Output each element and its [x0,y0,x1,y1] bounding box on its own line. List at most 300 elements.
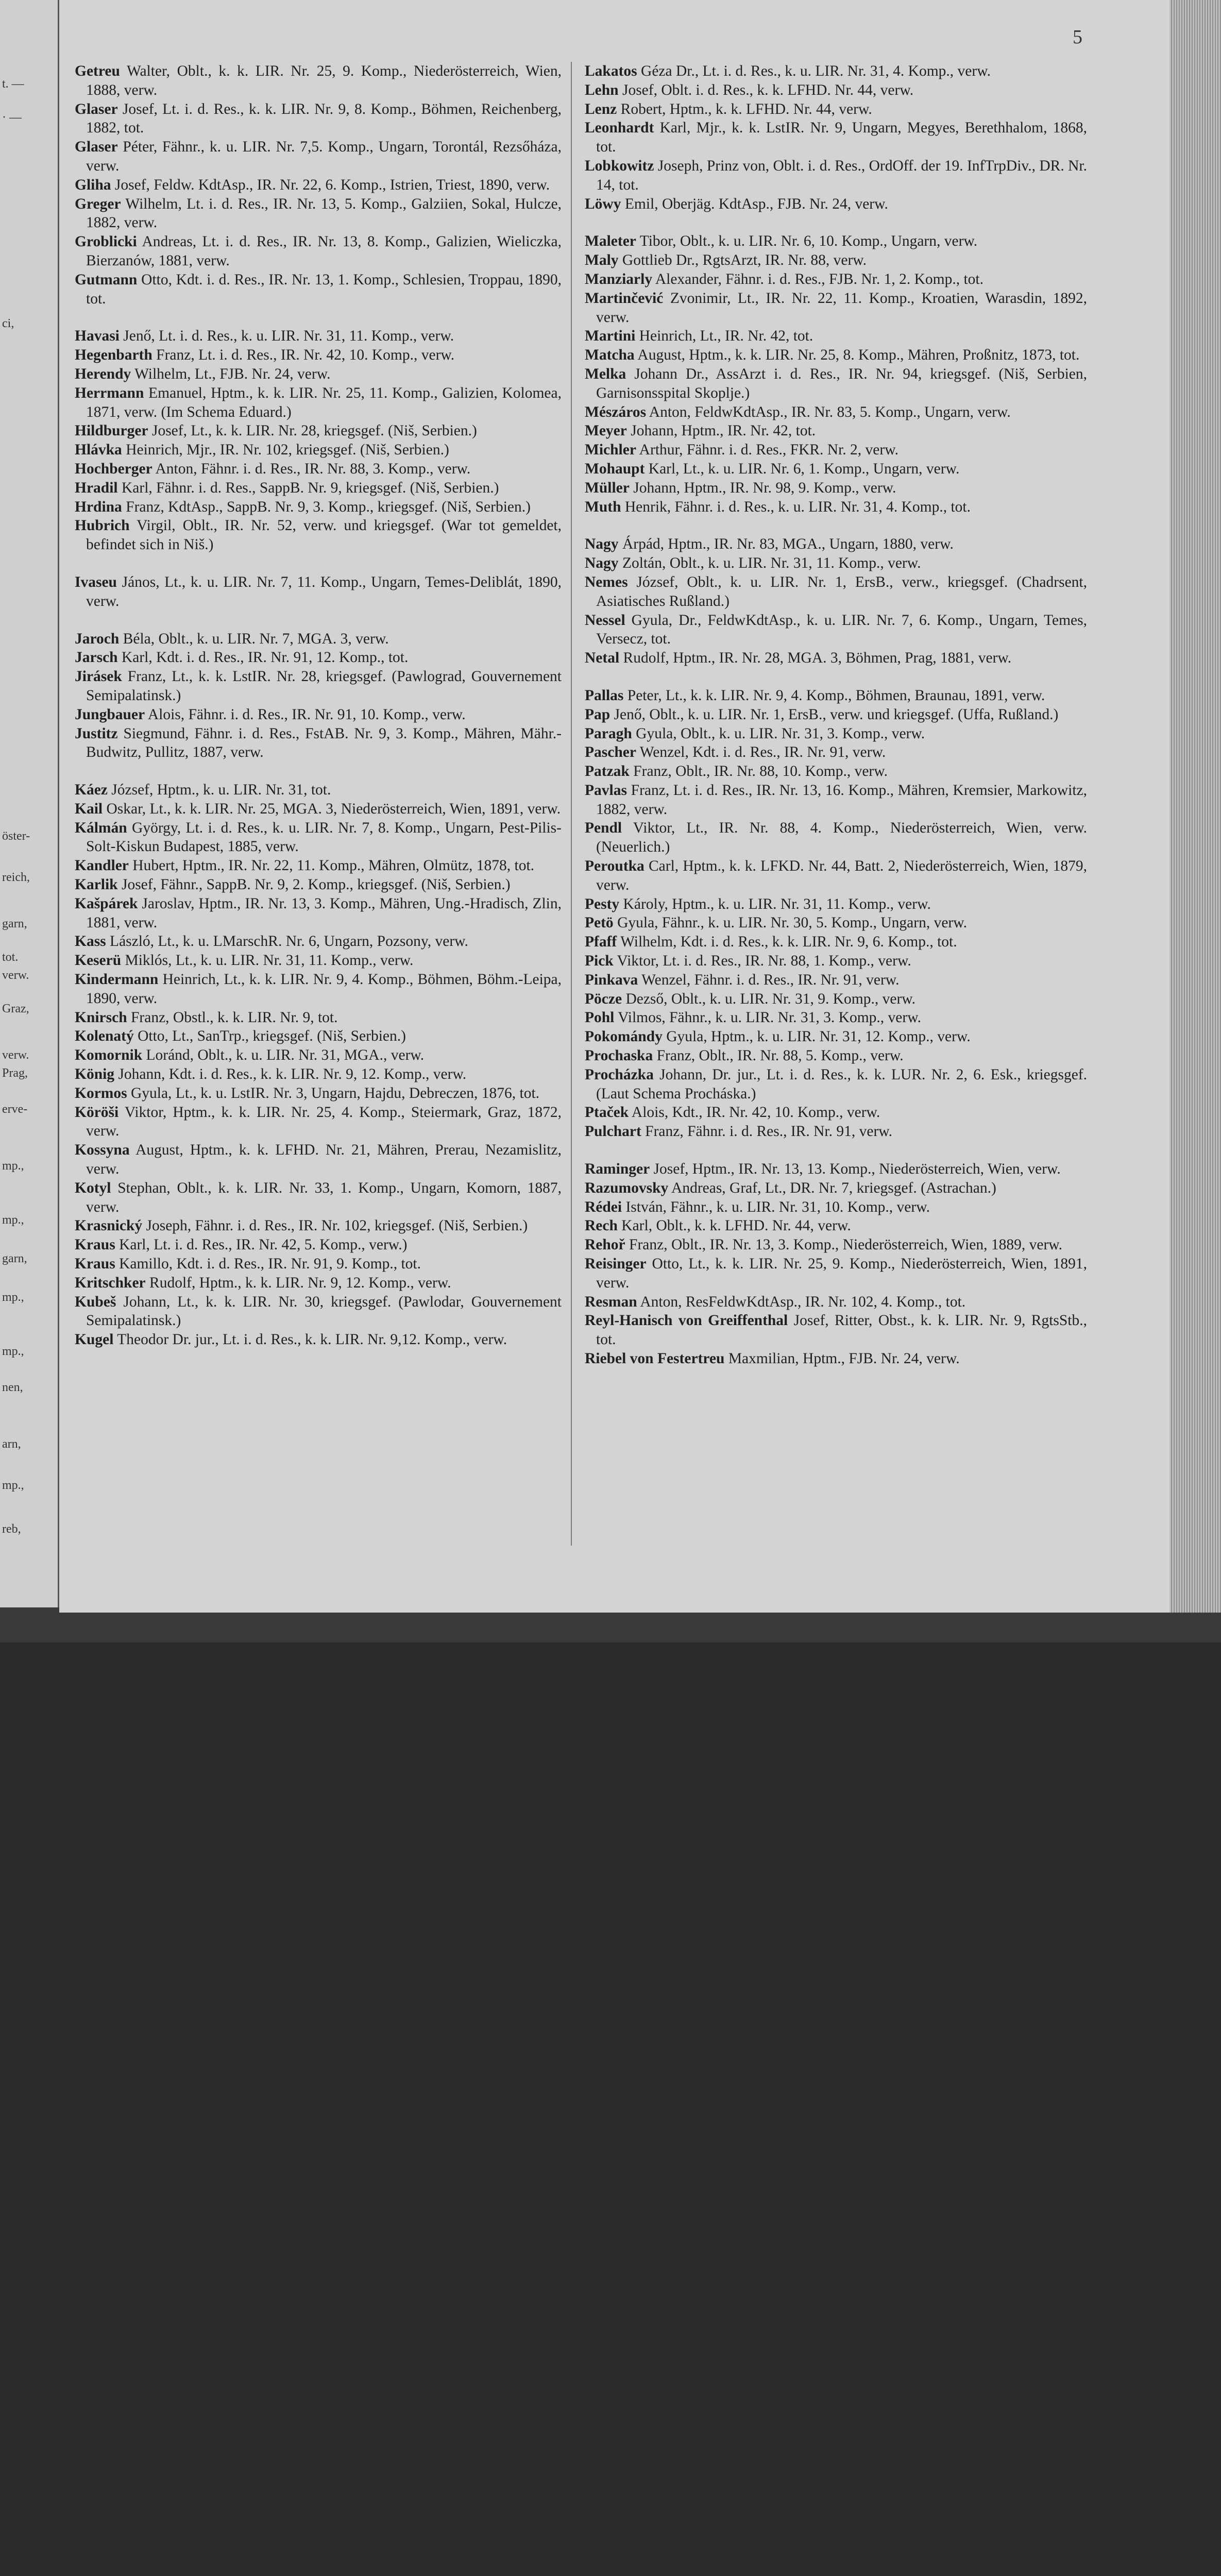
list-item [75,138,562,176]
entry-name: Kindermann [75,971,159,988]
list-item [585,498,1087,517]
previous-page-fragment: verw. [2,969,29,982]
list-item [585,195,1087,214]
page-number: 5 [1073,26,1082,48]
list-item [75,346,562,365]
entry-name: Hochberger [75,460,152,477]
entry-details: Carl, Hptm., k. k. LFKD. Nr. 44, Batt. 2, Niederösterreich, Wien, 1879, verw. [596,858,1087,893]
entry-name: König [75,1066,115,1083]
entry-name: Kritschker [75,1274,146,1291]
entry-name: Pap [585,706,610,723]
previous-page-fragment: garn, [2,917,27,930]
entry-details: Miklós, Lt., k. u. LIR. Nr. 31, 11. Komp., verw. [121,952,414,969]
entry-name: Kašpárek [75,895,138,912]
entry-details: Andreas, Lt. i. d. Res., IR. Nr. 13, 8. Komp., Galizien, Wieliczka, Bierzanów, 1881, verw. [86,233,562,269]
list-item [75,1103,562,1141]
entry-details: Viktor, Lt. i. d. Res., IR. Nr. 88, 1. Komp., verw. [613,953,911,970]
entry-name: Procházka [585,1066,654,1083]
list-item [585,1160,1087,1179]
left-column [75,62,562,1349]
list-item [585,62,1087,81]
previous-page-fragment: erve- [2,1103,28,1116]
entry-details: Gyula, Fähnr., k. u. LIR. Nr. 30, 5. Komp., Ungarn, verw. [613,914,968,931]
entry-name: Manziarly [585,270,653,287]
entry-name: Michler [585,442,636,459]
list-item [75,270,562,309]
entry-name: Rehoř [585,1236,625,1253]
list-item [75,819,562,857]
previous-page-fragment: ci, [2,317,14,330]
list-item [75,440,562,460]
list-item [585,554,1087,573]
entry-name: Pavlas [585,782,627,799]
entry-details: Otto, Kdt. i. d. Res., IR. Nr. 13, 1. Komp., Schlesien, Troppau, 1890, tot. [86,271,562,307]
entry-name: Muth [585,498,621,515]
entry-details: Virgil, Oblt., IR. Nr. 52, verw. und kriegsgef. (War tot gemeldet, befindet sich in Niš.) [86,517,562,553]
entry-name: Herrmann [75,384,144,401]
list-item [75,421,562,440]
entry-name: Hubrich [75,517,130,534]
list-item [585,743,1087,762]
entry-name: Kandler [75,857,129,874]
entry-details: Hubert, Hptm., IR. Nr. 22, 11. Komp., Mähren, Olmütz, 1878, tot. [128,857,535,874]
list-item [585,289,1087,327]
entry-details: László, Lt., k. u. LMarschR. Nr. 6, Ungarn, Pozsony, verw. [106,933,468,950]
entry-details: Franz, Oblt., IR. Nr. 13, 3. Komp., Niederösterreich, Wien, 1889, verw. [625,1236,1063,1253]
section-gap [585,213,1087,232]
entry-name: Meyer [585,422,627,439]
entry-details: Otto, Lt., SanTrp., kriegsgef. (Niš, Serbien.) [133,1028,406,1045]
entry-details: Siegmund, Fähnr. i. d. Res., FstAB. Nr. 9, 3. Komp., Mähren, Mähr.-Budwitz, Pullitz, 1887, verw. [86,725,562,761]
entry-name: Jungbauer [75,706,145,723]
entry-details: Viktor, Lt., IR. Nr. 88, 4. Komp., Niederösterreich, Wien, verw. (Neuerlich.) [596,820,1087,856]
entry-name: Reisinger [585,1256,647,1273]
entry-name: Lehn [585,81,619,98]
entry-details: Tibor, Oblt., k. u. LIR. Nr. 6, 10. Komp., Ungarn, verw. [636,233,978,250]
entry-details: Alois, Kdt., IR. Nr. 42, 10. Komp., verw. [629,1104,880,1121]
list-item [75,100,562,138]
previous-page-fragment: mp., [2,1479,24,1492]
viewer-footer [0,1642,1221,1744]
entry-name: Keserü [75,952,122,969]
entry-name: Pokomándy [585,1028,663,1045]
entry-name: Nessel [585,612,625,629]
list-item [75,724,562,762]
entry-details: Anton, FeldwKdtAsp., IR. Nr. 83, 5. Komp., Ungarn, verw. [646,403,1011,420]
entry-name: Karlik [75,876,118,893]
entry-details: Wilhelm, Lt., FJB. Nr. 24, verw. [131,365,331,382]
previous-page-fragment: nen, [2,1381,23,1394]
list-item [75,1027,562,1046]
entry-details: Árpád, Hptm., IR. Nr. 83, MGA., Ungarn, 1880, verw. [618,536,954,553]
section-gap [75,554,562,573]
entry-name: Hegenbarth [75,347,152,364]
entry-details: Jaroslav, Hptm., IR. Nr. 13, 3. Komp., Mähren, Ung.-Hradisch, Zlin, 1881, verw. [86,895,562,931]
entry-details: József, Oblt., k. u. LIR. Nr. 1, ErsB., verw., kriegsgef. (Chadrsent, Asiatisches Rußland.) [596,573,1087,609]
list-item [585,1198,1087,1217]
entry-name: Lakatos [585,63,637,79]
entry-name: Pöcze [585,990,622,1007]
list-item [75,1293,562,1331]
list-item [585,971,1087,990]
entry-details: József, Hptm., k. u. LIR. Nr. 31, tot. [107,782,331,799]
list-item [585,1122,1087,1141]
entry-name: Jirásek [75,668,122,685]
list-item [585,157,1087,195]
list-item [585,251,1087,270]
entry-name: Getreu [75,63,120,79]
entry-details: Robert, Hptm., k. k. LFHD. Nr. 44, verw. [617,100,872,117]
list-item [585,346,1087,365]
entry-name: Pallas [585,687,624,704]
entry-details: Josef, Oblt. i. d. Res., k. k. LFHD. Nr. 44, verw. [618,81,914,98]
list-item [585,270,1087,289]
entry-name: Gutmann [75,271,138,288]
entry-details: Josef, Ritter, Obst., k. k. LIR. Nr. 9, RgtsStb., tot. [596,1312,1087,1348]
entry-name: Kálmán [75,819,127,836]
entry-details: Jenő, Lt. i. d. Res., k. u. LIR. Nr. 31, 11. Komp., verw. [119,328,454,345]
entry-details: Johann, Hptm., IR. Nr. 42, tot. [626,422,816,439]
entry-details: Otto, Lt., k. k. LIR. Nr. 25, 9. Komp., Niederösterreich, Wien, 1891, verw. [596,1256,1087,1291]
list-item [585,573,1087,611]
entry-name: Kormos [75,1084,127,1101]
entry-details: Franz, Lt., k. k. LstIR. Nr. 28, kriegsgef. (Pawlograd, Gouvernement Semipalatinsk.) [86,668,562,704]
list-item [585,781,1087,819]
entry-name: Glaser [75,139,118,156]
entry-name: Maleter [585,233,636,250]
previous-page-fragment: Graz, [2,1002,29,1015]
entry-name: Martinčević [585,290,664,307]
entry-details: Joseph, Prinz von, Oblt. i. d. Res., OrdOff. der 19. InfTrpDiv., DR. Nr. 14, tot. [596,157,1087,193]
entry-details: Josef, Feldw. KdtAsp., IR. Nr. 22, 6. Komp., Istrien, Triest, 1890, verw. [111,176,550,193]
entry-details: Karl, Lt. i. d. Res., IR. Nr. 42, 5. Komp., verw.) [115,1236,408,1253]
list-item [75,970,562,1008]
entry-details: Gottlieb Dr., RgtsArzt, IR. Nr. 88, verw. [618,252,867,269]
entry-details: August, Hptm., k. k. LIR. Nr. 25, 8. Komp., Mähren, Proßnitz, 1873, tot. [634,347,1080,364]
entry-details: Johann, Hptm., IR. Nr. 98, 9. Komp., verw. [629,479,896,496]
list-item [585,1235,1087,1255]
list-item [585,913,1087,933]
entry-details: Rudolf, Hptm., IR. Nr. 28, MGA. 3, Böhmen, Prag, 1881, verw. [619,650,1012,667]
entry-details: István, Fähnr., k. u. LIR. Nr. 31, 10. Komp., verw. [622,1198,930,1215]
entry-name: Kraus [75,1236,115,1253]
entry-name: Gliha [75,176,111,193]
list-item [585,1046,1087,1065]
list-item [75,498,562,517]
entry-details: Karl, Oblt., k. k. LFHD. Nr. 44, verw. [617,1217,851,1234]
entry-details: Károly, Hptm., k. u. LIR. Nr. 31, 11. Komp., verw. [619,895,931,912]
entry-details: Heinrich, Mjr., IR. Nr. 102, kriegsgef. (Niš, Serbien.) [122,442,449,459]
entry-details: Loránd, Oblt., k. u. LIR. Nr. 31, MGA., verw. [142,1047,425,1064]
entry-details: Wenzel, Fähnr. i. d. Res., IR. Nr. 91, verw. [638,971,900,988]
entry-name: Kubeš [75,1293,116,1310]
list-item [585,1065,1087,1104]
previous-page-fragment: reich, [2,871,30,884]
list-item [585,460,1087,479]
entry-details: Arthur, Fähnr. i. d. Res., FKR. Nr. 2, verw. [636,442,898,459]
entry-name: Pesty [585,895,620,912]
previous-page-fragment: mp., [2,1291,24,1304]
entry-details: Peter, Lt., k. k. LIR. Nr. 9, 4. Komp., Böhmen, Braunau, 1891, verw. [623,687,1045,704]
list-item [585,933,1087,952]
list-item [75,176,562,195]
list-item [585,440,1087,460]
entry-name: Melka [585,365,626,382]
entry-details: Géza Dr., Lt. i. d. Res., k. u. LIR. Nr. 31, 4. Komp., verw. [637,63,991,79]
list-item [585,1255,1087,1293]
entry-details: Alois, Fähnr. i. d. Res., IR. Nr. 91, 10. Komp., verw. [145,706,466,723]
entry-details: Henrik, Fähnr. i. d. Res., k. u. LIR. Nr. 31, 4. Komp., tot. [621,498,971,515]
list-item [75,1330,562,1349]
previous-page-edge [0,0,59,1607]
entry-name: Prochaska [585,1047,653,1064]
list-item [585,535,1087,554]
entry-name: Löwy [585,195,621,212]
list-item [75,932,562,951]
entry-name: Petö [585,914,614,931]
section-gap [585,668,1087,686]
entry-details: Josef, Lt., k. k. LIR. Nr. 28, kriegsgef. (Niš, Serbien.) [148,422,477,439]
entry-name: Paragh [585,725,632,742]
entry-details: Karl, Lt., k. u. LIR. Nr. 6, 1. Komp., Ungarn, verw. [645,460,960,477]
entry-name: Hradil [75,479,118,496]
previous-page-fragment: öster- [2,829,30,843]
previous-page-fragment: reb, [2,1522,21,1536]
list-item [585,100,1087,119]
entry-name: Herendy [75,365,131,382]
entry-name: Razumovsky [585,1179,669,1196]
entry-name: Ptaček [585,1104,629,1121]
previous-page-fragment: tot. [2,951,19,964]
entry-details: Péter, Fähnr., k. u. LIR. Nr. 7,5. Komp., Ungarn, Torontál, Rezsőháza, verw. [86,139,562,174]
entry-name: Riebel von Festertreu [585,1350,725,1367]
entry-details: Gyula, Dr., FeldwKdtAsp., k. u. LIR. Nr. 7, 6. Komp., Ungarn, Temes, Versecz, tot. [596,612,1087,648]
list-item [585,421,1087,440]
list-item [75,630,562,649]
list-item [75,384,562,422]
section-gap [75,308,562,327]
list-item [75,1084,562,1103]
list-item [585,1103,1087,1122]
entry-name: Patzak [585,763,630,780]
entry-details: Jenő, Oblt., k. u. LIR. Nr. 1, ErsB., verw. und kriegsgef. (Uffa, Rußland.) [610,706,1059,723]
entry-details: Anton, Fähnr. i. d. Res., IR. Nr. 88, 3. Komp., verw. [152,460,471,477]
entry-details: Karl, Mjr., k. k. LstIR. Nr. 9, Ungarn, Megyes, Berethhalom, 1868, tot. [596,120,1087,156]
entry-details: Walter, Oblt., k. k. LIR. Nr. 25, 9. Komp., Niederösterreich, Wien, 1888, verw. [86,63,562,98]
list-item [75,516,562,554]
entry-details: Josef, Lt. i. d. Res., k. k. LIR. Nr. 9, 8. Komp., Böhmen, Reichenberg, 1882, tot. [86,100,562,137]
entry-details: Franz, KdtAsp., SappB. Nr. 9, 3. Komp., kriegsgef. (Niš, Serbien.) [122,498,531,515]
entry-name: Jarsch [75,649,118,666]
list-item [585,1179,1087,1198]
list-item [75,1141,562,1179]
entry-name: Nemes [585,573,628,590]
entry-details: Wilhelm, Kdt. i. d. Res., k. k. LIR. Nr. 9, 6. Komp., tot. [617,934,957,951]
book-page-edges [1169,0,1221,1613]
entry-name: Mészáros [585,403,647,420]
list-item [75,195,562,233]
list-item [585,232,1087,251]
list-item [585,705,1087,724]
list-item [75,800,562,819]
entry-name: Ivaseu [75,573,117,590]
list-item [75,1008,562,1027]
list-item [75,667,562,705]
list-item [585,365,1087,403]
entry-details: Wilhelm, Lt. i. d. Res., IR. Nr. 13, 5. Komp., Galziien, Sokal, Hulcze, 1882, verw. [86,195,562,231]
entry-details: Anton, ResFeldwKdtAsp., IR. Nr. 102, 4. Komp., tot. [637,1293,966,1310]
entry-details: Franz, Obstl., k. k. LIR. Nr. 9, tot. [127,1009,338,1026]
list-item [585,1311,1087,1349]
entry-details: Johann, Kdt. i. d. Res., k. k. LIR. Nr. 9, 12. Komp., verw. [114,1066,467,1083]
list-item [585,952,1087,971]
entry-name: Pulchart [585,1123,641,1140]
entry-name: Pendl [585,820,622,837]
entry-name: Netal [585,650,620,667]
entry-name: Lenz [585,100,617,117]
list-item [75,460,562,479]
list-item [75,1046,562,1065]
list-item [585,1027,1087,1046]
list-item [585,857,1087,895]
entry-details: Maxmilian, Hptm., FJB. Nr. 24, verw. [724,1350,960,1367]
entry-name: Knirsch [75,1009,127,1026]
list-item [75,875,562,894]
entry-name: Jaroch [75,630,120,647]
entry-details: Vilmos, Fähnr., k. u. LIR. Nr. 31, 3. Komp., verw. [614,1009,921,1026]
entry-name: Pohl [585,1009,615,1026]
list-item [75,648,562,667]
previous-page-fragment: · — [2,111,22,124]
list-item [585,686,1087,705]
list-item [75,232,562,270]
previous-page-fragment: t. — [2,77,24,91]
list-item [585,649,1087,668]
entry-details: Kamillo, Kdt. i. d. Res., IR. Nr. 91, 9. Komp., tot. [115,1256,421,1273]
list-item [75,573,562,611]
list-item [585,895,1087,914]
entry-name: Káez [75,782,108,799]
previous-page-fragment: mp., [2,1345,24,1358]
entry-name: Hlávka [75,442,122,459]
previous-page-fragment: mp., [2,1159,24,1173]
list-item [585,1008,1087,1027]
entry-details: Johann, Lt., k. k. LIR. Nr. 30, kriegsgef. (Pawlodar, Gouvernement Semipalatinsk.) [86,1293,562,1329]
entry-name: Justitz [75,725,118,742]
entry-details: Josef, Hptm., IR. Nr. 13, 13. Komp., Niederösterreich, Wien, verw. [650,1161,1061,1178]
right-column [585,62,1087,1368]
previous-page-fragment: garn, [2,1252,27,1265]
list-item [75,1065,562,1084]
entry-name: Kugel [75,1331,114,1348]
entry-details: Zvonimir, Lt., IR. Nr. 22, 11. Komp., Kroatien, Warasdin, 1892, verw. [596,290,1087,326]
list-item [585,762,1087,781]
entry-details: Johann, Dr. jur., Lt. i. d. Res., k. k. LUR. Nr. 2, 6. Esk., kriegsgef. (Laut Schema Procháska.) [596,1066,1087,1102]
entry-name: Leonhardt [585,120,654,137]
entry-name: Komornik [75,1047,143,1064]
list-item [75,1235,562,1255]
entry-details: Karl, Kdt. i. d. Res., IR. Nr. 91, 12. Komp., tot. [117,649,409,666]
list-item [75,1216,562,1235]
entry-details: Emil, Oberjäg. KdtAsp., FJB. Nr. 24, verw. [621,195,888,212]
entry-name: Kossyna [75,1142,130,1159]
entry-name: Raminger [585,1161,650,1178]
list-item [75,327,562,346]
entry-name: Greger [75,195,121,212]
entry-details: Joseph, Fähnr. i. d. Res., IR. Nr. 102, kriegsgef. (Niš, Serbien.) [142,1217,528,1234]
entry-details: August, Hptm., k. k. LFHD. Nr. 21, Mähren, Prerau, Nezamislitz, verw. [86,1142,562,1178]
entry-details: Josef, Fähnr., SappB. Nr. 9, 2. Komp., kriegsgef. (Niš, Serbien.) [117,876,511,893]
entry-name: Rédei [585,1198,622,1215]
list-item [75,894,562,933]
entry-name: Nagy [585,536,619,553]
entry-details: György, Lt. i. d. Res., k. u. LIR. Nr. 7, 8. Komp., Ungarn, Pest-Pilis-Solt-Kiskun Budapest, 1885, verw. [86,819,562,855]
entry-details: Andreas, Graf, Lt., DR. Nr. 7, kriegsgef. (Astrachan.) [668,1179,996,1196]
entry-details: Franz, Oblt., IR. Nr. 88, 10. Komp., verw. [629,763,888,780]
entry-name: Kotyl [75,1179,111,1196]
entry-details: Franz, Lt. i. d. Res., IR. Nr. 13, 16. Komp., Mähren, Kremsier, Markowitz, 1882, verw. [596,782,1087,818]
entry-name: Havasi [75,328,120,345]
entry-name: Groblicki [75,233,137,250]
entry-details: Wenzel, Kdt. i. d. Res., IR. Nr. 91, verw. [636,744,886,761]
entry-details: Heinrich, Lt., IR. Nr. 42, tot. [635,328,813,345]
entry-details: Heinrich, Lt., k. k. LIR. Nr. 9, 4. Komp., Böhmen, Böhm.-Leipa, 1890, verw. [86,971,562,1007]
entry-name: Nagy [585,555,619,572]
previous-page-fragment: arn, [2,1437,21,1451]
entry-details: Franz, Lt. i. d. Res., IR. Nr. 42, 10. Komp., verw. [152,347,455,364]
list-item [75,951,562,970]
list-item [75,1274,562,1293]
entry-name: Hildburger [75,422,148,439]
list-item [585,1349,1087,1368]
list-item [585,990,1087,1009]
entry-name: Maly [585,252,619,269]
entry-name: Kass [75,933,106,950]
list-item [75,479,562,498]
list-item [75,365,562,384]
entry-name: Müller [585,479,630,496]
list-item [75,1255,562,1274]
list-item [585,327,1087,346]
section-gap [75,611,562,630]
entry-details: Theodor Dr. jur., Lt. i. d. Res., k. k. LIR. Nr. 9,12. Komp., verw. [113,1331,507,1348]
list-item [75,856,562,875]
entry-name: Resman [585,1293,637,1310]
previous-page-fragment: verw. [2,1048,29,1062]
entry-name: Pick [585,953,614,970]
entry-details: Oskar, Lt., k. k. LIR. Nr. 25, MGA. 3, Niederösterreich, Wien, 1891, verw. [103,800,561,817]
list-item [585,118,1087,157]
entry-details: Viktor, Hptm., k. k. LIR. Nr. 25, 4. Komp., Steiermark, Graz, 1872, verw. [86,1104,562,1140]
column-divider [571,62,572,1546]
entry-name: Martini [585,328,636,345]
list-item [585,479,1087,498]
entry-details: Gyula, Hptm., k. u. LIR. Nr. 31, 12. Komp., verw. [662,1028,971,1045]
entry-name: Pfaff [585,934,617,951]
entry-details: Franz, Fähnr. i. d. Res., IR. Nr. 91, verw. [641,1123,893,1140]
entry-name: Kraus [75,1256,115,1273]
entry-details: Gyula, Lt., k. u. LstIR. Nr. 3, Ungarn, Hajdu, Debreczen, 1876, tot. [127,1084,540,1101]
entry-name: Pascher [585,744,636,761]
entry-details: Franz, Oblt., IR. Nr. 88, 5. Komp., verw. [653,1047,904,1064]
list-item [585,724,1087,743]
list-item [585,611,1087,649]
list-item [585,1293,1087,1312]
entry-name: Rech [585,1217,618,1234]
entry-name: Krasnický [75,1217,143,1234]
list-item [75,62,562,100]
entry-details: Karl, Fähnr. i. d. Res., SappB. Nr. 9, kriegsgef. (Niš, Serbien.) [117,479,499,496]
